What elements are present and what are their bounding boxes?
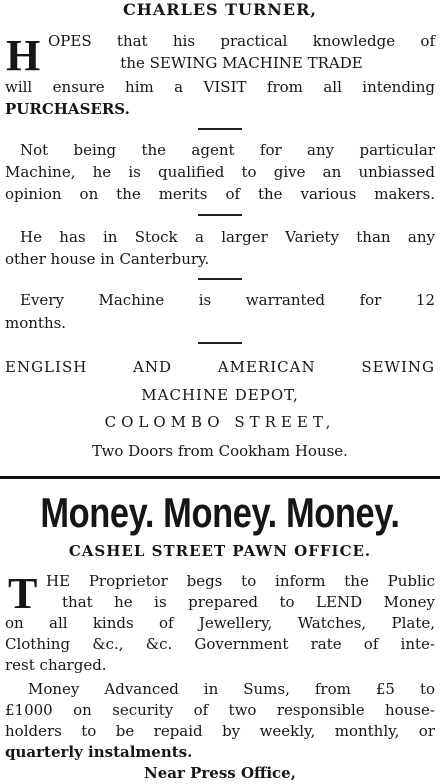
- divider: [198, 214, 242, 216]
- paragraph-line: other house in Canterbury.: [5, 250, 210, 268]
- paragraph-line: Money Advanced in Sums, from £5 to: [28, 680, 435, 698]
- paragraph-line: quarterly instalments.: [5, 743, 193, 761]
- paragraph-line: OPES that his practical knowledge of: [48, 32, 435, 50]
- paragraph-line: Every Machine is warranted for 12: [20, 291, 435, 309]
- paragraph-line: will ensure him a VISIT from all intending: [5, 78, 435, 96]
- paragraph-line: holders to be repaid by weekly, monthly, or: [5, 722, 435, 740]
- paragraph-line: on all kinds of Jewellery, Watches, Plate,: [5, 614, 435, 632]
- depot-line: ENGLISH AND AMERICAN SEWING: [5, 358, 435, 376]
- paragraph-line: months.: [5, 314, 67, 332]
- paragraph-line: opinion on the merits of the various makers.: [5, 185, 435, 203]
- section-border: [0, 476, 440, 479]
- drop-cap: T: [8, 569, 38, 618]
- drop-cap: H: [6, 31, 41, 80]
- ad-headline: Money. Money. Money.: [40, 489, 400, 536]
- ad-footer: Near Press Office,: [144, 764, 296, 782]
- paragraph-line: Not being the agent for any particular: [20, 141, 435, 159]
- paragraph-line: PURCHASERS.: [5, 100, 130, 118]
- paragraph-line: the SEWING MACHINE TRADE: [120, 54, 363, 72]
- paragraph-line: that he is prepared to LEND Money: [62, 593, 435, 611]
- divider: [198, 128, 242, 130]
- paragraph-line: He has in Stock a larger Variety than any: [20, 228, 435, 246]
- ad-header: CHARLES TURNER,: [123, 0, 317, 19]
- paragraph-line: £1000 on security of two responsible house-: [5, 701, 435, 719]
- divider: [198, 278, 242, 280]
- depot-line: Two Doors from Cookham House.: [92, 442, 348, 460]
- paragraph-line: rest charged.: [5, 656, 107, 674]
- divider: [198, 342, 242, 344]
- paragraph-line: Machine, he is qualified to give an unbiassed: [5, 163, 435, 181]
- paragraph-line: HE Proprietor begs to inform the Public: [46, 572, 435, 590]
- paragraph-line: Clothing &c., &c. Government rate of inte-: [5, 635, 435, 653]
- depot-line: MACHINE DEPOT,: [141, 386, 299, 404]
- depot-line: COLOMBO STREET,: [104, 413, 336, 431]
- ad-subheading: CASHEL STREET PAWN OFFICE.: [68, 542, 372, 560]
